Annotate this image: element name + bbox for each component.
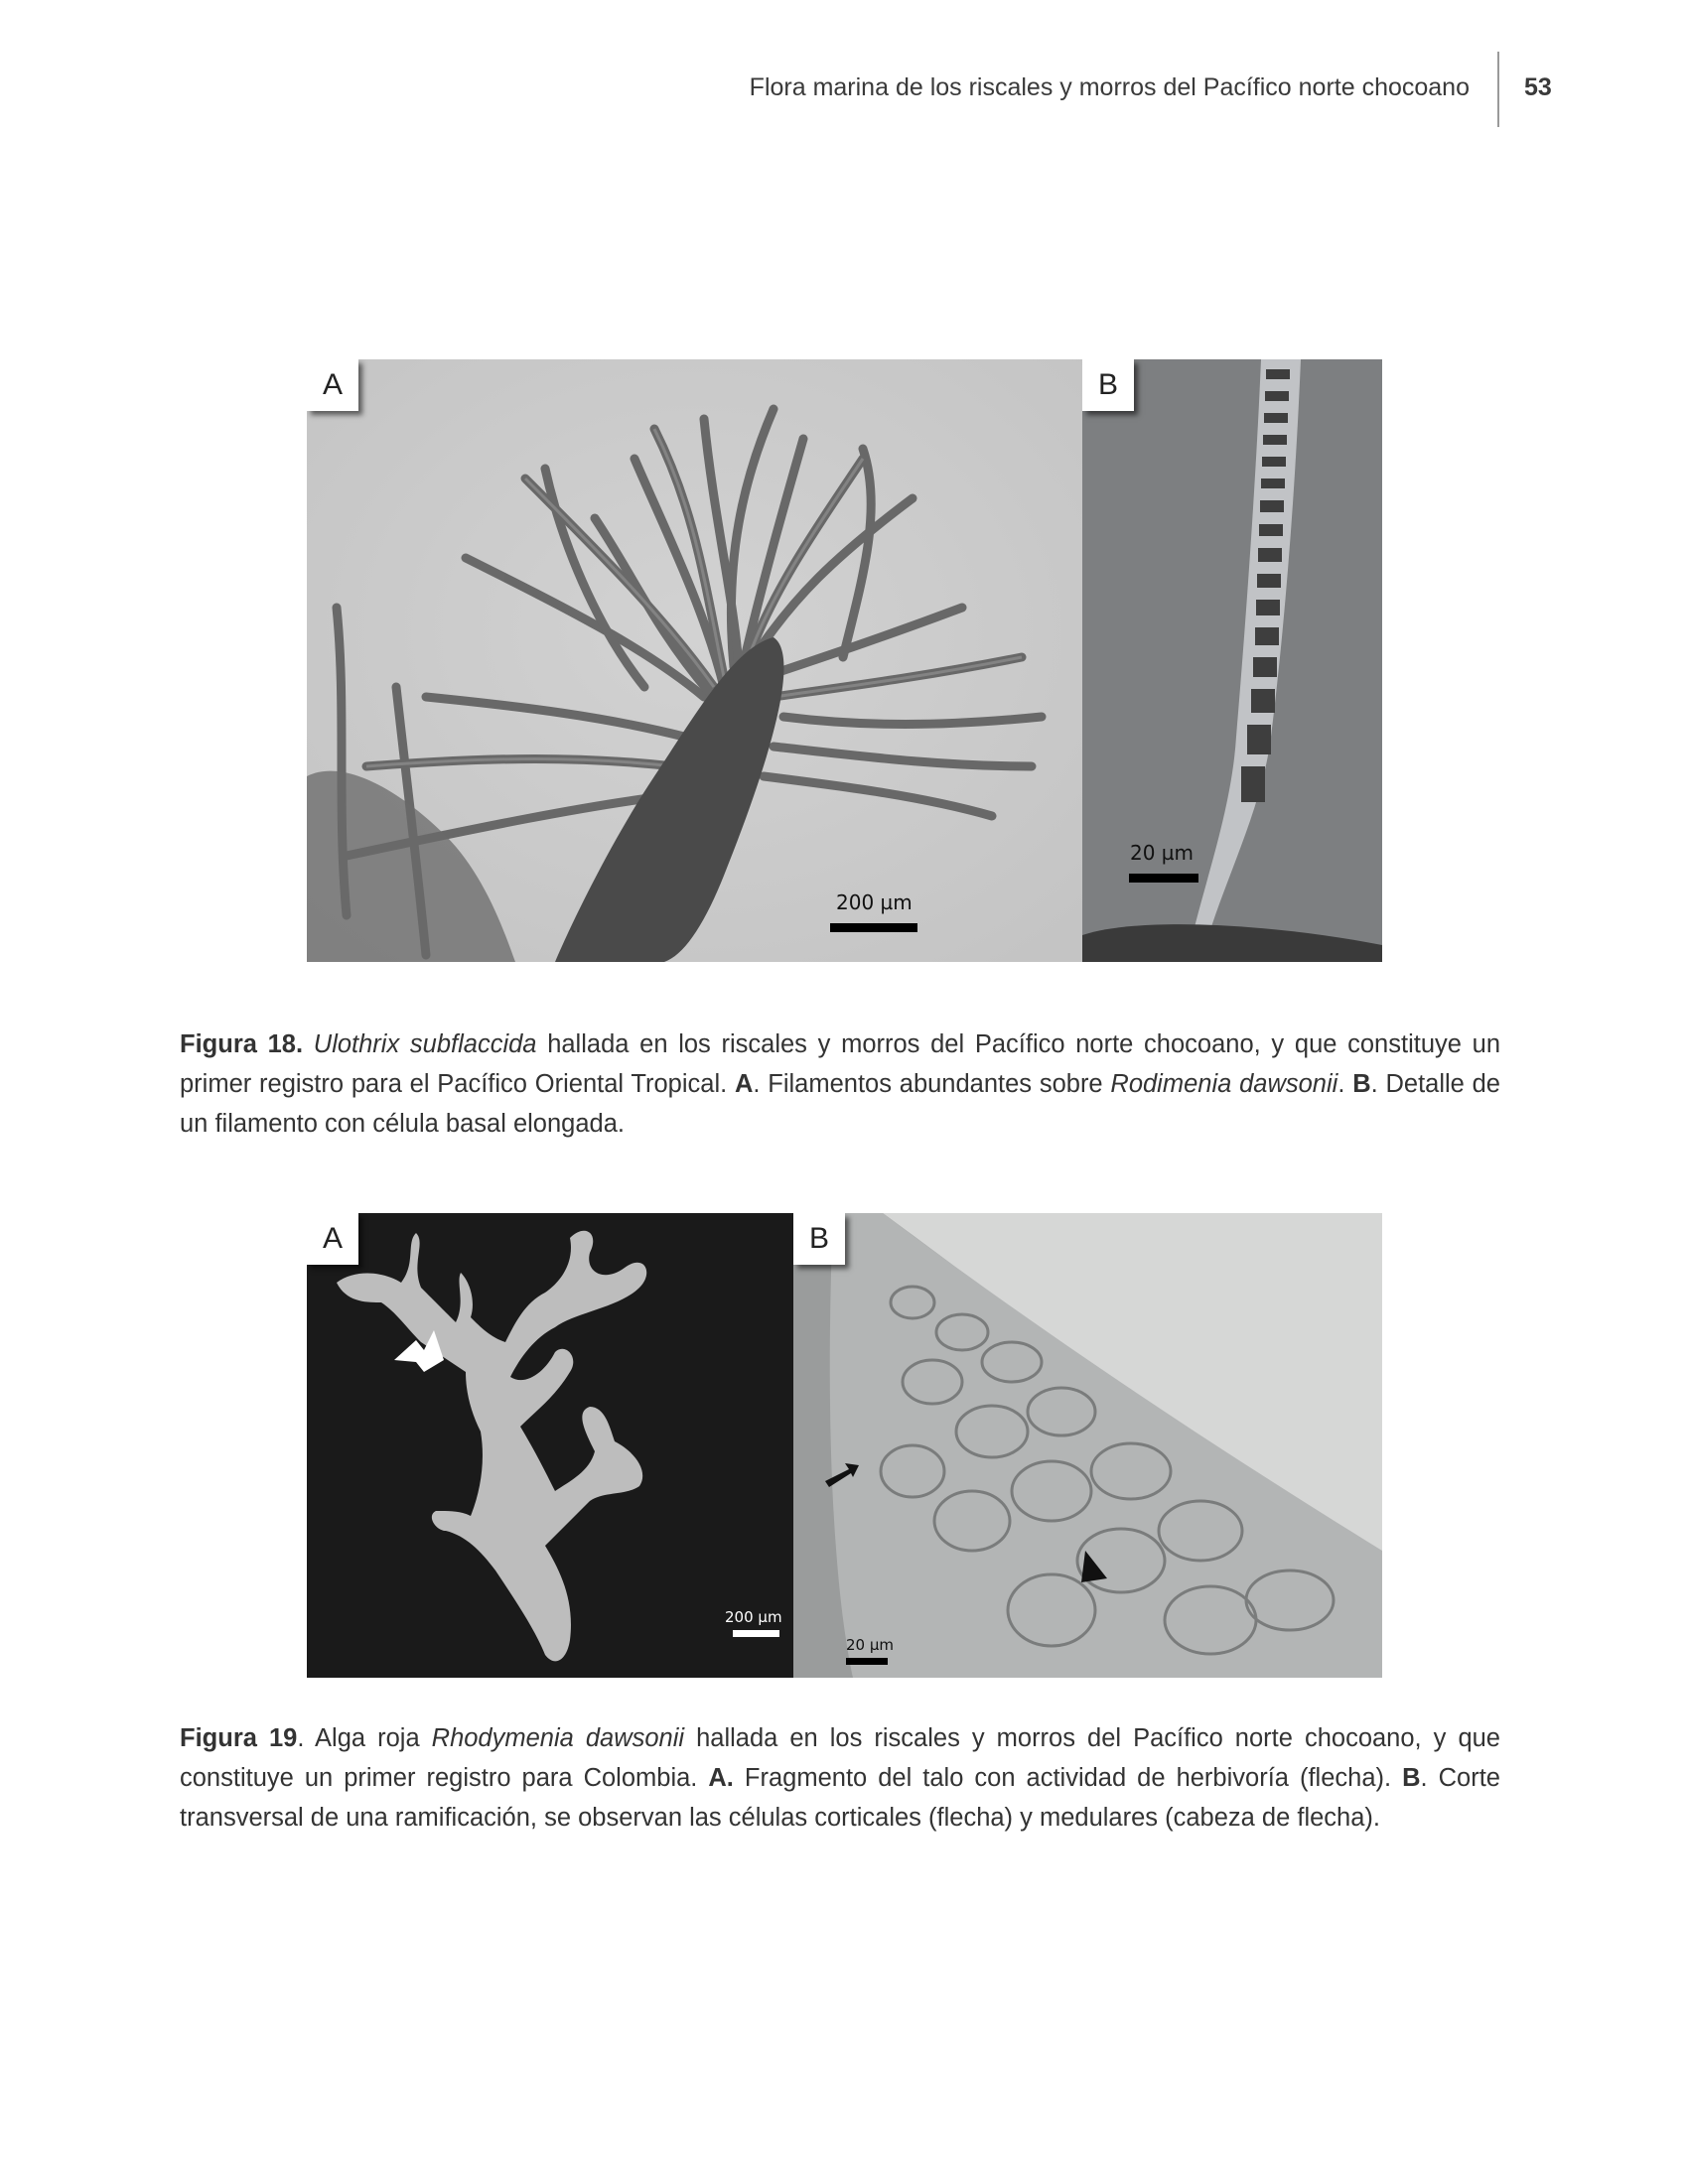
panel-ref-b: B — [1402, 1764, 1421, 1792]
species-name: Rhodymenia dawsonii — [431, 1724, 685, 1752]
host-species-name: Rodimenia dawsonii — [1110, 1070, 1338, 1098]
header-divider — [1497, 52, 1499, 127]
scale-bar-label: 200 µm — [836, 890, 913, 914]
figure-number: Figura 19 — [180, 1724, 298, 1752]
scale-bar — [830, 923, 917, 932]
panel-ref-b: B — [1352, 1070, 1371, 1098]
panel-label-a: A — [307, 1213, 358, 1265]
panel-ref-a: A. — [708, 1764, 734, 1792]
scale-bar-label: 20 µm — [846, 1636, 895, 1654]
figure19-caption — [180, 1718, 1500, 1838]
caption-text: Fragmento del talo con actividad de herbivoría (flecha). — [733, 1764, 1403, 1792]
caption-text: . Alga roja — [297, 1724, 432, 1752]
panel-label-a: A — [307, 359, 358, 411]
figure18-panel-a — [307, 359, 1082, 962]
scale-bar — [1129, 874, 1198, 883]
caption-text: . Detalle de un filamento con célula basal elongada. — [180, 1070, 1500, 1138]
figure18-panel-b — [1082, 359, 1382, 962]
figure19-panel-a — [307, 1213, 793, 1678]
caption-text: . Corte transversal de una ramificación, se observan las células corticales (flecha) y medulares (cabeza de flecha). — [180, 1764, 1500, 1832]
figure-number: Figura 18. — [180, 1030, 304, 1058]
species-name: Ulothrix subflaccida — [313, 1030, 537, 1058]
caption-text: . — [1337, 1070, 1353, 1098]
panel-ref-a: A — [734, 1070, 754, 1098]
panel-label-b: B — [1082, 359, 1134, 411]
figure18-caption — [180, 1024, 1500, 1144]
figure19-panel-b — [793, 1213, 1382, 1678]
scale-bar-label: 20 µm — [1130, 841, 1195, 865]
scale-bar-label: 200 µm — [725, 1608, 782, 1626]
micrograph-ulothrix-filaments — [307, 359, 1082, 962]
micrograph-cross-section — [793, 1213, 1382, 1678]
photo-thallus-fragment — [307, 1213, 793, 1678]
micrograph-filament-detail — [1082, 359, 1382, 962]
running-title: Flora marina de los riscales y morros del Pacífico norte chocoano — [749, 73, 1470, 101]
page-number: 53 — [1524, 73, 1552, 101]
caption-text: . Filamentos abundantes sobre — [753, 1070, 1111, 1098]
caption-text: hallada en los riscales y morros del Pacífico norte chocoano, y que constituye un primer registro para Colombia. — [180, 1724, 1500, 1792]
caption-text: hallada en los riscales y morros del Pacífico norte chocoano, y que constituye un primer registro para el Pacífico Oriental Tropical. — [180, 1030, 1501, 1098]
panel-label-b: B — [793, 1213, 845, 1265]
